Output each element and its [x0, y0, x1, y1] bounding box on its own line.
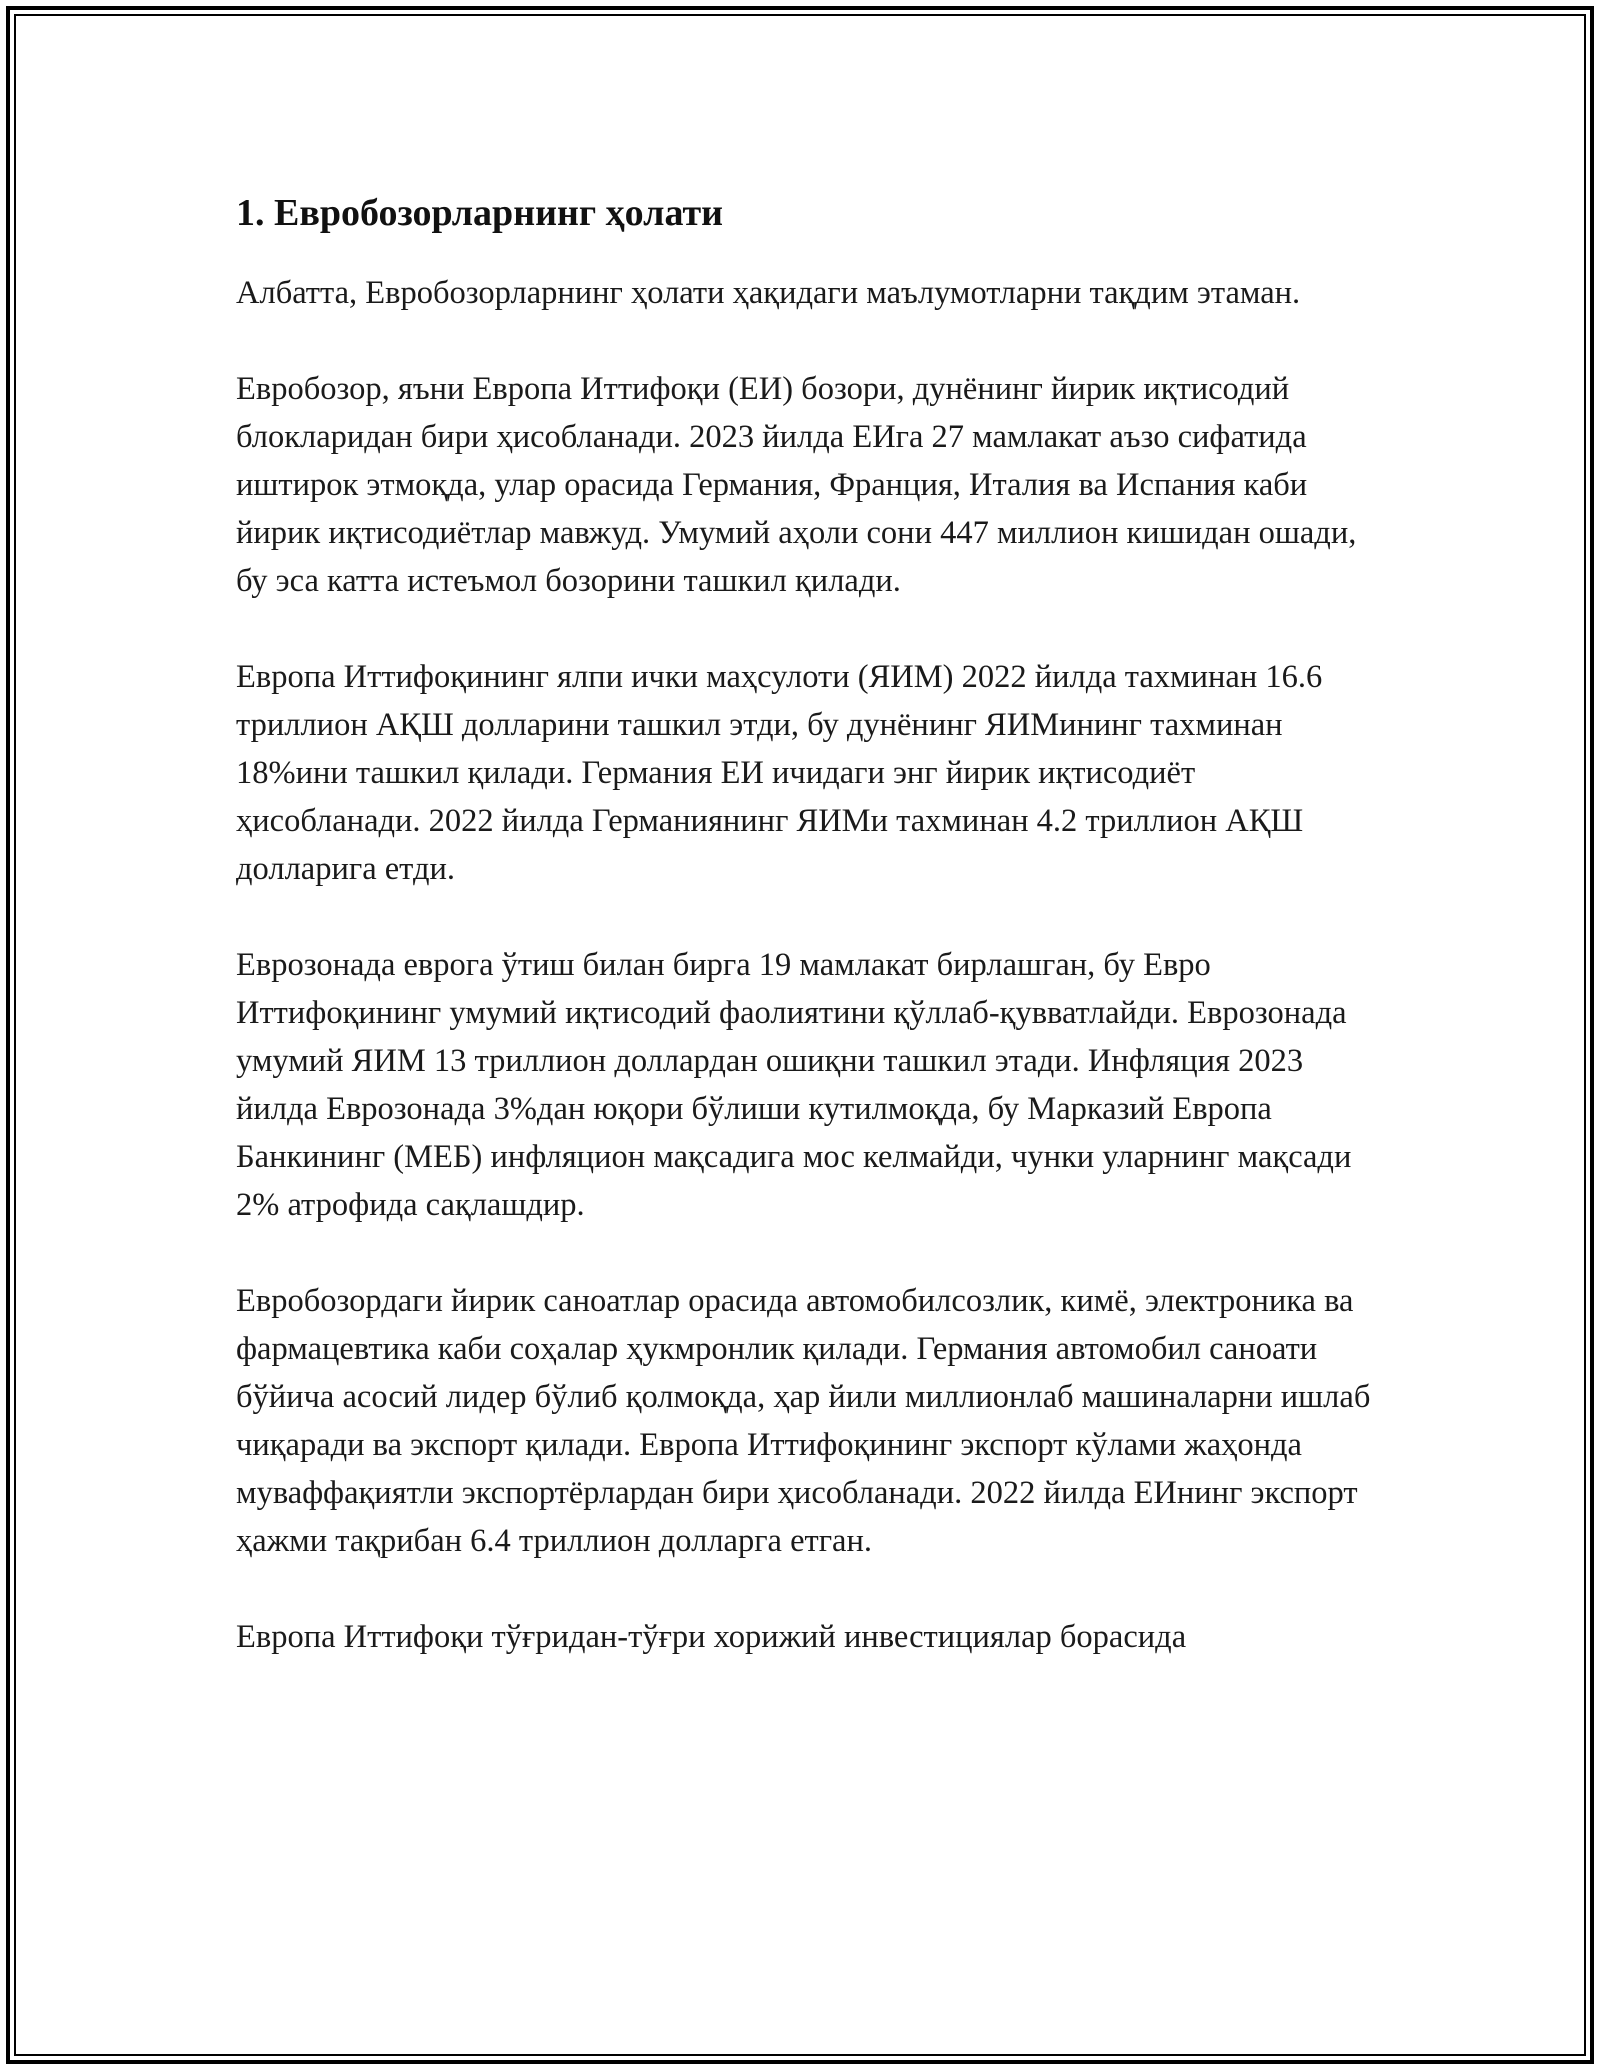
paragraph-industries: Евробозордаги йирик саноатлар орасида автомобилсозлик, кимё, электроника ва фармацевтика каби соҳалар ҳукмронлик қилади. Германия автомобил саноати бўйича асосий лидер бўлиб қолмоқда, ҳар йили миллионлаб машиналарни ишлаб чиқаради ва экспорт қилади. Европа Иттифоқининг экспорт кўлами жаҳонда муваффақиятли экспортёрлардан бири ҳисобланади. 2022 йилда ЕИнинг экспорт ҳажми тақрибан 6.4 триллион долларга етган. [236, 1283, 1371, 1559]
section-heading: 1. Евробозорларнинг ҳолати [236, 192, 724, 234]
paragraph-investment: Европа Иттифоқи тўғридан-тўғри хорижий инвестициялар борасида [236, 1619, 1187, 1655]
paragraph-eu-gdp: Европа Иттифоқининг ялпи ички маҳсулоти (ЯИМ) 2022 йилда тахминан 16.6 триллион АҚШ долларини ташкил этди, бу дунёнинг ЯИМининг тахминан 18%ини ташкил қилади. Германия ЕИ ичидаги энг йирик иқтисодиёт ҳисобланади. 2022 йилда Германиянинг ЯИМи тахминан 4.2 триллион АҚШ долларига етди. [236, 659, 1323, 887]
paragraph-intro: Албатта, Евробозорларнинг ҳолати ҳақидаги маълумотларни тақдим этаман. [236, 275, 1301, 311]
paragraph-eurozone: Еврозонада еврога ўтиш билан бирга 19 мамлакат бирлашган, бу Евро Иттифоқининг умумий иқтисодий фаолиятини қўллаб-қувватлайди. Еврозонада умумий ЯИМ 13 триллион доллардан ошиқни ташкил этади. Инфляция 2023 йилда Еврозонада 3%дан юқори бўлиши кутилмоқда, бу Марказий Европа Банкининг (МЕБ) инфляцион мақсадига мос келмайди, чунки уларнинг мақсади 2% атрофида сақлашдир. [236, 947, 1352, 1223]
document-body [236, 185, 1386, 1709]
paragraph-eu-overview: Евробозор, яъни Европа Иттифоқи (ЕИ) бозори, дунёнинг йирик иқтисодий блокларидан бири ҳисобланади. 2023 йилда ЕИга 27 мамлакат аъзо сифатида иштирок этмоқда, улар орасида Германия, Франция, Италия ва Испания каби йирик иқтисодиётлар мавжуд. Умумий аҳоли сони 447 миллион кишидан ошади, бу эса катта истеъмол бозорини ташкил қилади. [236, 371, 1357, 599]
